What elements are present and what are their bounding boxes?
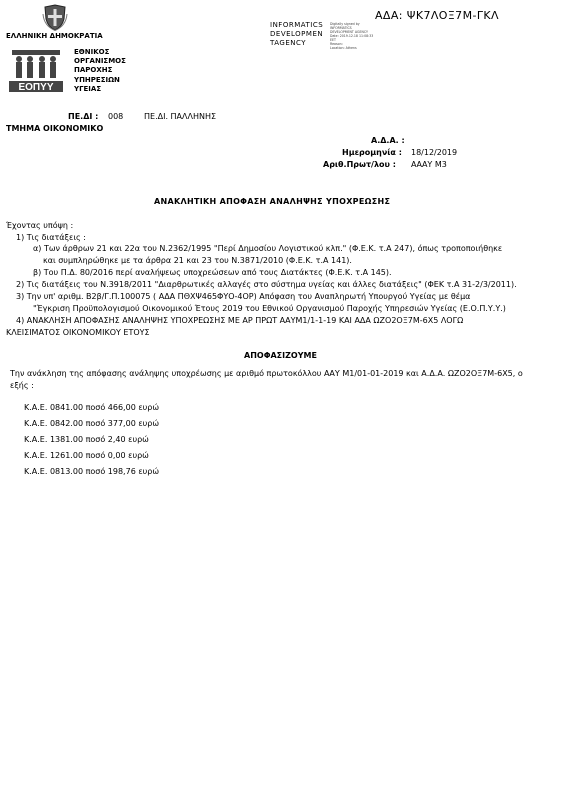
signer-name bbox=[270, 21, 323, 48]
ada-label: Α.Δ.Α. : bbox=[371, 136, 405, 145]
signature-line: Reason: bbox=[330, 42, 343, 46]
pedi-label: ΠΕ.ΔΙ : bbox=[68, 112, 99, 121]
kae-item: Κ.Α.Ε. 1261.00 ποσό 0,00 ευρώ bbox=[24, 451, 149, 460]
provision-b: β) Του Π.Δ. 80/2016 περί αναλήψεως υποχρεώσεων από τους Διατάκτες (Φ.Ε.Κ. τ.Α 145). bbox=[33, 268, 392, 277]
provision-4-line1: 4) ΑΝΑΚΛΗΣΗ ΑΠΟΦΑΣΗΣ ΑΝΑΛΗΨΗΣ ΥΠΟΧΡΕΩΣΗΣ ΜΕ ΑΡ ΠΡΩΤ ΑΑΥΜ1/1-1-19 ΚΑΙ ΑΔΑ ΩΖΟ2ΟΞ7Μ-6Χ5 ΛΟΓΩ bbox=[16, 316, 464, 325]
signature-line: Digitally signed by bbox=[330, 22, 360, 26]
provisions-label: 1) Τις διατάξεις : bbox=[16, 233, 86, 242]
signature-line: INFORMATICS bbox=[330, 26, 352, 30]
kae-item: Κ.Α.Ε. 0813.00 ποσό 198,76 ευρώ bbox=[24, 467, 160, 476]
protocol-value: ΑΑΑΥ Μ3 bbox=[411, 160, 447, 169]
signer-line: DEVELOPMEN bbox=[270, 30, 324, 38]
org-line: ΟΡΓΑΝΙΣΜΟΣ bbox=[74, 57, 126, 66]
considering-label: Έχοντας υπόψη : bbox=[6, 221, 74, 230]
signer-line: INFORMATICS bbox=[270, 21, 324, 29]
protocol-label: Αριθ.Πρωτ/λου : bbox=[323, 160, 396, 169]
signature-line: EET bbox=[330, 38, 336, 42]
greek-emblem-icon bbox=[42, 4, 68, 31]
provision-3-line1: 3) Την υπ' αριθμ. Β2β/Γ.Π.100075 ( ΑΔΑ ΠΘΧΨ465ΦΥΟ-4ΟΡ) Απόφαση του Αναπληρωτή Υπουργού Υγείας με θέμα bbox=[16, 292, 471, 301]
org-line: ΕΘΝΙΚΟΣ bbox=[74, 48, 110, 56]
date-label: Ημερομηνία : bbox=[342, 148, 402, 157]
ada-top: ΑΔΑ: ΨΚ7ΛΟΞ7Μ-ΓΚΛ bbox=[375, 9, 499, 22]
org-line: ΠΑΡΟΧΗΣ bbox=[74, 66, 113, 75]
digital-signature-details bbox=[330, 22, 373, 50]
provision-4-line2: ΚΛΕΙΣΙΜΑΤΟΣ ΟΙΚΟΝΟΜΙΚΟΥ ΕΤΟΥΣ bbox=[6, 328, 150, 337]
org-line: ΥΓΕΙΑΣ bbox=[74, 84, 102, 93]
document-title: ΑΝΑΚΛΗΤΙΚΗ ΑΠΟΦΑΣΗ ΑΝΑΛΗΨΗΣ ΥΠΟΧΡΕΩΣΗΣ bbox=[154, 197, 391, 206]
signature-line: Location: Athens bbox=[330, 46, 357, 50]
signature-line: DEVELOPMENT AGENCY bbox=[330, 30, 368, 34]
decision-text-line2: εξής : bbox=[10, 381, 34, 390]
kae-item: Κ.Α.Ε. 0841.00 ποσό 466,00 ευρώ bbox=[24, 403, 160, 412]
republic-label: ΕΛΛΗΝΙΚΗ ΔΗΜΟΚΡΑΤΙΑ bbox=[6, 32, 103, 40]
kae-item: Κ.Α.Ε. 0842.00 ποσό 377,00 ευρώ bbox=[24, 419, 160, 428]
signature-line: Date: 2019.12.18 11:08:33 bbox=[330, 34, 374, 38]
organization-name bbox=[74, 48, 126, 94]
department-name: ΤΜΗΜΑ ΟΙΚΟΝΟΜΙΚΟ bbox=[6, 124, 104, 133]
signer-line: TAGENCY bbox=[270, 39, 307, 47]
decision-heading: ΑΠΟΦΑΣΙΖΟΥΜΕ bbox=[244, 351, 317, 360]
kae-item: Κ.Α.Ε. 1381.00 ποσό 2,40 ευρώ bbox=[24, 435, 149, 444]
decision-text-line1: Την ανάκληση της απόφασης ανάληψης υποχρέωσης με αριθμό πρωτοκόλλου ΑΑΥ Μ1/01-01-2019 και Α.Δ.Α. ΩΖΟ2ΟΞ7Μ-6Χ5, ο bbox=[10, 369, 523, 378]
provision-3-line2: "Έγκριση Προϋπολογισμού Οικονομικού Έτους 2019 του Εθνικού Οργανισμού Παροχής Υπηρεσιών Υγείας (Ε.Ο.Π.Υ.Υ.) bbox=[33, 304, 506, 313]
provision-2: 2) Τις διατάξεις του Ν.3918/2011 "Διαρθρωτικές αλλαγές στο σύστημα υγείας και άλλες διατάξεις" (ΦΕΚ τ.Α 31-2/3/2011). bbox=[16, 280, 517, 289]
eopyy-logo-icon bbox=[9, 48, 63, 92]
provision-a-line1: α) Των άρθρων 21 και 22α του Ν.2362/1995 "Περί Δημοσίου Λογιστικού κλπ." (Φ.Ε.Κ. τ.Α 247), όπως τροποποιήθηκε bbox=[33, 244, 503, 253]
eopyy-logo-text: ΕΟΠΥΥ bbox=[18, 82, 54, 92]
provision-a-line2: και συμπληρώθηκε με τα άρθρα 21 και 23 του Ν.3871/2010 (Φ.Ε.Κ. τ.Α 141). bbox=[43, 256, 352, 265]
pedi-code: 008 bbox=[108, 112, 124, 121]
org-line: ΥΠΗΡΕΣΙΩΝ bbox=[74, 75, 120, 84]
pedi-name: ΠΕ.ΔΙ. ΠΑΛΛΗΝΗΣ bbox=[144, 112, 217, 121]
date-value: 18/12/2019 bbox=[411, 148, 458, 157]
